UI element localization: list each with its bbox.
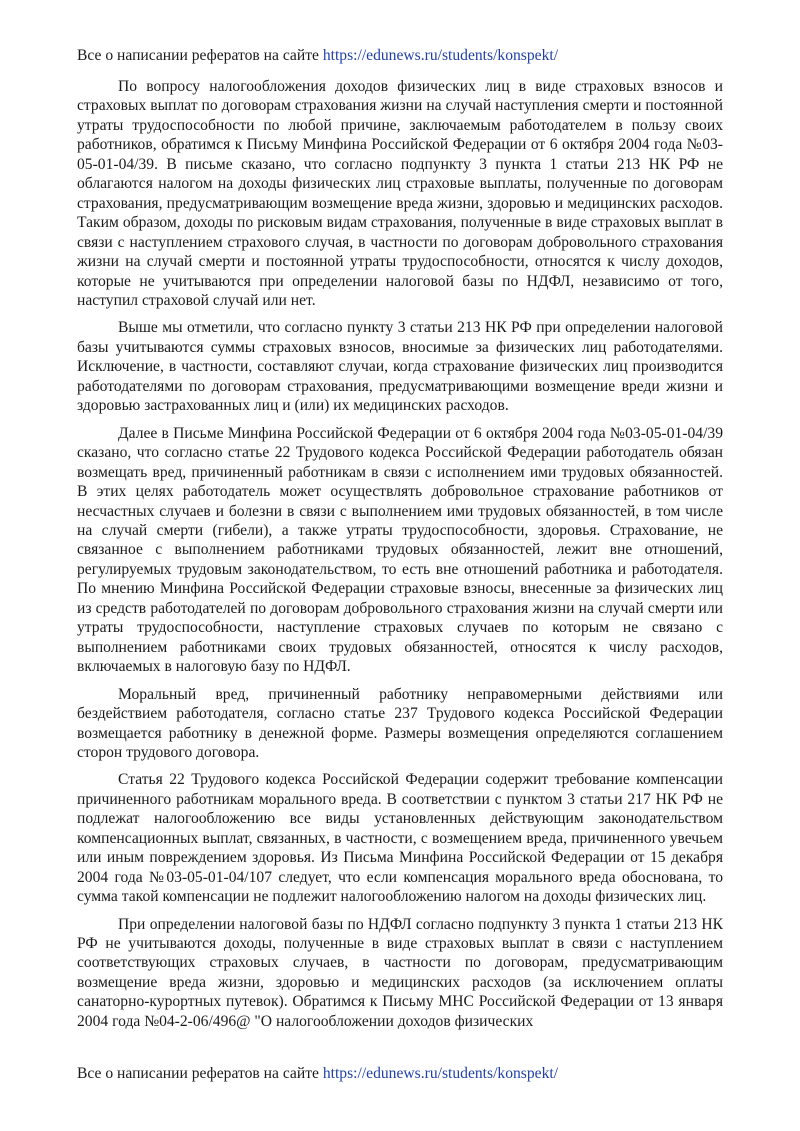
- footer-text: Все о написании рефератов на сайте: [77, 1065, 323, 1082]
- paragraph-3: Далее в Письме Минфина Российской Федерации от 6 октября 2004 года №03-05-01-04/39 сказано, что согласно статье 22 Трудового кодекса Российской Федерации работодатель обязан возмещать вред, причиненный работникам в связи с исполнением ими трудовых обязанностей. В этих целях работодатель может осуществлять добровольное страхование работников от несчастных случаев и болезни в связи с выполнением ими трудовых обязанностей, в том числе на случай смерти (гибели), а также утраты трудоспособности, здоровья. Страхование, не связанное с выполнением работниками трудовых обязанностей, лежит вне отношений, регулируемых трудовым законодательством, то есть вне отношений работника и работодателя. По мнению Минфина Российской Федерации страховые взносы, внесенные за физических лиц из средств работодателей по договорам добровольного страхования жизни на случай смерти или утраты трудоспособности, наступление страховых случаев по которым не связано с выполнением работниками своих трудовых обязанностей, относятся к числу расходов, включаемых в налоговую базу по НДФЛ.: [77, 424, 723, 676]
- header-text: Все о написании рефератов на сайте: [77, 47, 323, 64]
- header-link[interactable]: https://edunews.ru/students/konspekt/: [322, 47, 559, 64]
- footer-link[interactable]: https://edunews.ru/students/konspekt/: [322, 1065, 559, 1082]
- paragraph-6: При определении налоговой базы по НДФЛ согласно подпункту 3 пункта 1 статьи 213 НК РФ не учитываются доходы, полученные в виде страховых выплат в связи с наступлением соответствующих страховых случаев, в частности по договорам, предусматривающим возмещение вреда жизни, здоровью и медицинских расходов (за исключением оплаты санаторно-курортных путевок). Обратимся к Письму МНС Российской Федерации от 13 января 2004 года №04-2-06/496@ "О налогообложении доходов физических: [77, 915, 723, 1030]
- paragraph-2: Выше мы отметили, что согласно пункту 3 статьи 213 НК РФ при определении налоговой базы учитываются суммы страховых взносов, вносимые за физических лиц работодателями. Исключение, в частности, составляют случаи, когда страхование физических лиц производится работодателями по договорам страхования, предусматривающими возмещение вреди жизни и здоровью застрахованных лиц и (или) их медицинских расходов.: [77, 319, 723, 415]
- paragraph-1: По вопросу налогообложения доходов физических лиц в виде страховых взносов и страховых выплат по договорам страхования жизни на случай наступления смерти и постоянной утраты трудоспособности по любой причине, заключаемым работодателем в пользу своих работников, обратимся к Письму Минфина Российской Федерации от 6 октября 2004 года №03-05-01-04/39. В письме сказано, что согласно подпункту 3 пункта 1 статьи 213 НК РФ не облагаются налогом на доходы физических лиц страховые выплаты, полученные по договорам страхования, предусматривающим возмещение вреда жизни, здоровью и медицинских расходов. Таким образом, доходы по рисковым видам страхования, полученные в виде страховых выплат в связи с наступлением страхового случая, в частности по договорам добровольного страхования жизни на случай смерти и постоянной утраты трудоспособности, относятся к числу доходов, которые не учитываются при определении налоговой базы по НДФЛ, независимо от того, наступил страховой случай или нет.: [77, 78, 723, 309]
- paragraph-5: Статья 22 Трудового кодекса Российской Федерации содержит требование компенсации причиненного работникам морального вреда. В соответствии с пунктом 3 статьи 217 НК РФ не подлежат налогообложению все виды установленных действующим законодательством компенсационных выплат, связанных, в частности, с возмещением вреда, причиненного увечьем или иным повреждением здоровья. Из Письма Минфина Российской Федерации от 15 декабря 2004 года №03-05-01-04/107 следует, что если компенсация морального вреда обоснована, то сумма такой компенсации не подлежит налогообложению налогом на доходы физических лиц.: [77, 771, 723, 906]
- page-footer: [77, 1064, 558, 1084]
- document-body: [77, 77, 723, 1039]
- page-header: [77, 46, 558, 66]
- paragraph-4: Моральный вред, причиненный работнику неправомерными действиями или бездействием работодателя, согласно статье 237 Трудового кодекса Российской Федерации возмещается работнику в денежной форме. Размеры возмещения определяются соглашением сторон трудового договора.: [77, 685, 723, 761]
